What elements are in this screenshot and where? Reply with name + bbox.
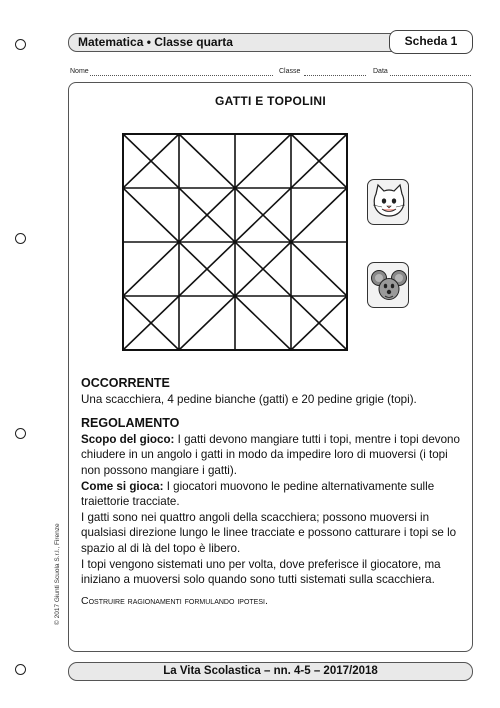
goal-paragraph <box>81 432 466 479</box>
name-label: Nome <box>70 68 89 75</box>
learning-goal: Costruire ragionamenti formulando ipotesi. <box>81 594 268 607</box>
date-label: Data <box>373 68 388 75</box>
class-label: Classe <box>279 68 301 75</box>
equipment-heading: OCCORRENTE <box>81 376 170 390</box>
mouse-piece <box>367 262 409 308</box>
howto-paragraph <box>81 479 466 510</box>
mice-paragraph: I topi vengono sistemati uno per volta, dove preferisce il giocatore, ma iniziano a muoversi solo quando sono tutti sistemati sulla scacchiera. <box>81 557 441 587</box>
goal-label: Scopo del gioco: <box>81 432 175 446</box>
copyright-note: © 2017 Giunti Scuola S.r.l., Firenze <box>54 523 61 625</box>
punch-hole-bottom <box>15 664 26 675</box>
mouse-icon <box>368 263 410 309</box>
punch-hole-upper <box>15 233 26 244</box>
equipment-text: Una scacchiera, 4 pedine bianche (gatti) e 20 pedine grigie (topi). <box>81 392 417 406</box>
rules-heading: REGOLAMENTO <box>81 416 180 431</box>
class-field[interactable] <box>304 75 366 76</box>
sheet-number: Scheda 1 <box>404 34 458 48</box>
rules-text <box>81 376 466 609</box>
header-title: Matematica • Classe quarta <box>78 35 233 49</box>
game-board <box>122 133 348 351</box>
punch-hole-lower <box>15 428 26 439</box>
goal-text: I gatti devono mangiare tutti i topi, mentre i topi devono chiudere in un angolo i gatti in modo da impedire loro di muoversi (i topi non possono mangiare i gatti). <box>81 432 460 477</box>
name-field[interactable] <box>90 75 273 76</box>
sheet-title: GATTI E TOPOLINI <box>214 94 327 108</box>
cat-piece <box>367 179 409 225</box>
cat-icon <box>368 180 410 226</box>
punch-hole-top <box>15 39 26 50</box>
howto-text: I giocatori muovono le pedine alternativamente sulle traiettorie tracciate. <box>81 479 435 509</box>
date-field[interactable] <box>390 75 471 76</box>
cats-paragraph: I gatti sono nei quattro angoli della scacchiera; possono muoversi in qualsiasi direzione lungo le linee tracciate e possono catturare i topi se lo spazio al di là del topo è libero. <box>81 510 457 555</box>
footer-text: La Vita Scolastica – nn. 4-5 – 2017/2018 <box>163 665 378 677</box>
howto-label: Come si gioca: <box>81 479 164 493</box>
